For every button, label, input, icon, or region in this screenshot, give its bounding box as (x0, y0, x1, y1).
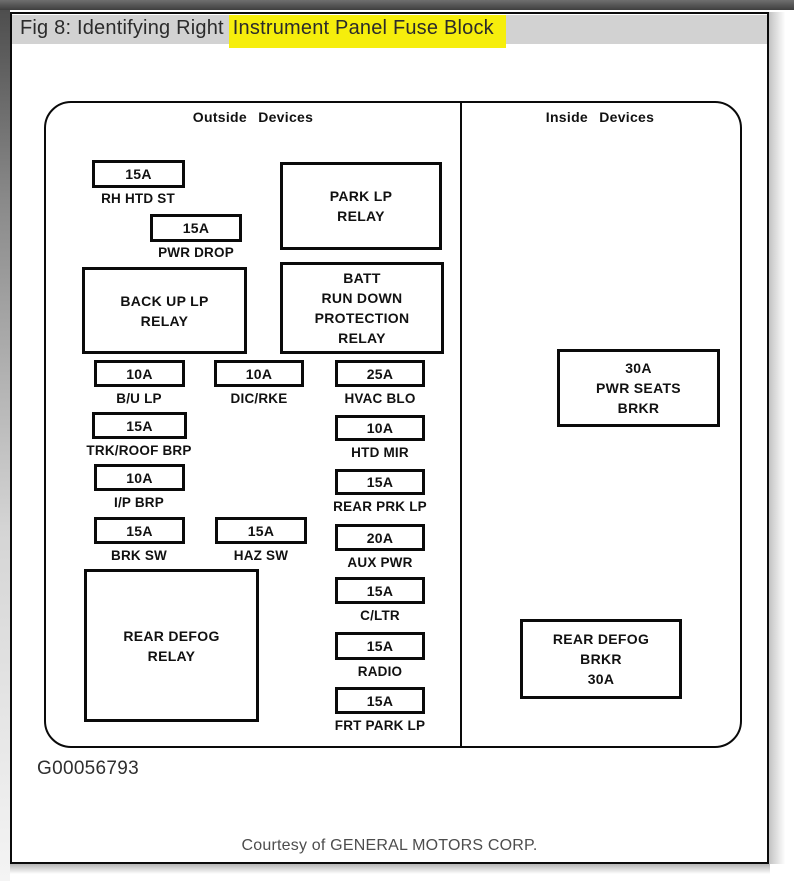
figure-id: G00056793 (37, 758, 140, 779)
bottom-edge-shadow (10, 864, 770, 874)
fuse-amp: 15A (126, 522, 153, 539)
fuse-label-bu-lp: B/U LP (116, 391, 162, 406)
fuse-amp: 15A (247, 522, 275, 539)
fuse-amp: 15A (366, 474, 394, 490)
fuse-amp: 25A (366, 365, 394, 382)
relay-text-line: PROTECTION (314, 310, 410, 326)
window-top-bar (0, 0, 794, 10)
fuse-amp: 15A (182, 220, 210, 236)
relay-back-up-lp (82, 267, 247, 354)
section-divider-line (460, 103, 462, 746)
relay-text-line: RELAY (147, 647, 196, 664)
fuse-amp: 10A (245, 365, 273, 382)
fuse-rear-prk-lp (335, 469, 425, 495)
left-edge-shadow (0, 10, 10, 881)
fuse-amp: 15A (125, 166, 152, 182)
relay-text-line: RUN DOWN (321, 290, 403, 306)
fuse-amp: 15A (366, 638, 394, 654)
document-frame (10, 12, 769, 864)
fuse-label-c-ltr: C/LTR (360, 608, 400, 623)
fuse-bu-lp (94, 360, 185, 387)
fuse-label-rear-prk-lp: REAR PRK LP (333, 499, 427, 514)
relay-batt-run-down-protection (280, 262, 444, 354)
breaker-pwr-seats (557, 349, 720, 427)
fuse-label-rh-htd-st: RH HTD ST (101, 191, 175, 206)
fuse-c-ltr (335, 577, 425, 604)
right-edge-shadow (769, 12, 794, 864)
fuse-dic-rke (214, 360, 304, 387)
relay-text-line: REAR DEFOG (123, 627, 220, 644)
relay-text-line: RELAY (140, 312, 189, 329)
fuse-aux-pwr (335, 524, 425, 551)
fuse-label-pwr-drop: PWR DROP (158, 245, 234, 260)
breaker-text-line: BRKR (580, 651, 622, 667)
fuse-amp: 20A (366, 529, 394, 546)
relay-rear-defog (84, 569, 259, 722)
fuse-amp: 15A (126, 417, 153, 434)
fuse-brk-sw (94, 517, 185, 544)
breaker-text-line: REAR DEFOG (552, 631, 650, 647)
credit-line: Courtesy of GENERAL MOTORS CORP. (241, 837, 538, 854)
figure-title-bar (12, 15, 767, 44)
fuse-htd-mir (335, 415, 425, 441)
relay-text-line: BATT (343, 270, 381, 286)
fuse-label-hvac-blo: HVAC BLO (344, 391, 416, 406)
fuse-ip-brp (94, 464, 185, 491)
figure-title-prefix: Fig 8: Identifying Right (20, 17, 224, 39)
figure-title-highlighted: Instrument Panel Fuse Block (229, 15, 506, 48)
breaker-text-line: 30A (587, 671, 615, 687)
section-title-inside-devices: Inside Devices (545, 109, 655, 125)
fuse-amp: 10A (126, 469, 153, 486)
fuse-label-radio: RADIO (357, 664, 403, 679)
breaker-text-line: 30A (625, 360, 652, 376)
fuse-label-ip-brp: I/P BRP (114, 495, 164, 510)
section-title-outside-devices: Outside Devices (192, 109, 314, 125)
fuse-label-dic-rke: DIC/RKE (230, 391, 288, 406)
relay-text-line: PARK LP (329, 188, 393, 204)
fuse-haz-sw (215, 517, 307, 544)
relay-text-line: RELAY (337, 208, 385, 224)
fuse-amp: 15A (366, 582, 394, 599)
fuse-hvac-blo (335, 360, 425, 387)
relay-text-line: RELAY (338, 330, 386, 346)
fuse-amp: 15A (366, 692, 394, 709)
fuse-label-haz-sw: HAZ SW (233, 548, 289, 563)
fuse-pwr-drop (150, 214, 242, 242)
relay-text-line: BACK UP LP (120, 292, 209, 309)
fuse-amp: 10A (366, 420, 394, 436)
fuse-frt-park-lp (335, 687, 425, 714)
fuse-label-htd-mir: HTD MIR (351, 445, 409, 460)
fuse-label-trk-roof-brp: TRK/ROOF BRP (86, 443, 192, 458)
breaker-text-line: PWR SEATS (596, 380, 681, 396)
fuse-trk-roof-brp (92, 412, 187, 439)
fuse-block-diagram (44, 101, 742, 748)
fuse-label-frt-park-lp: FRT PARK LP (334, 718, 426, 733)
breaker-text-line: BRKR (617, 400, 660, 416)
breaker-rear-defog (520, 619, 682, 699)
fuse-label-aux-pwr: AUX PWR (347, 555, 413, 570)
fuse-amp: 10A (126, 365, 153, 382)
fuse-rh-htd-st (92, 160, 185, 188)
fuse-label-brk-sw: BRK SW (111, 548, 167, 563)
relay-park-lp (280, 162, 442, 250)
fuse-radio (335, 632, 425, 660)
